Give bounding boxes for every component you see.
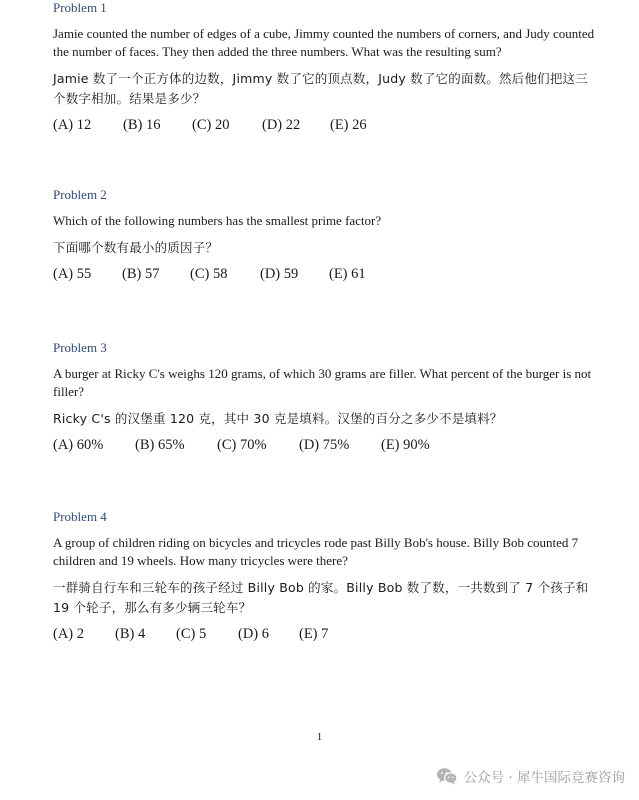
choice-c: (C) 58 [190, 266, 228, 282]
choice-d: (D) 22 [262, 117, 301, 133]
answer-choices [53, 624, 598, 644]
choice-d: (D) 75% [299, 437, 350, 453]
choice-c: (C) 20 [192, 117, 230, 133]
choice-e: (E) 61 [329, 266, 366, 282]
problem-title: Problem 4 [53, 509, 107, 524]
choice-b: (B) 57 [122, 266, 160, 282]
choice-b: (B) 65% [135, 437, 185, 453]
problem-text-en: Which of the following numbers has the smallest prime factor? [53, 213, 382, 228]
problem-text-en: A group of children riding on bicycles and tricycles rode past Billy Bob's house. Billy Bob counted 7 children and 19 wheels. How many tricycles were there? [53, 535, 579, 568]
problem-text-zh: 下面哪个数有最小的质因子？ [53, 240, 219, 255]
problem-title: Problem 3 [53, 340, 107, 355]
answer-choices [53, 435, 598, 455]
choice-a: (A) 55 [53, 266, 92, 282]
problem-3 [53, 340, 598, 455]
answer-choices [53, 264, 598, 284]
choice-c: (C) 5 [176, 626, 207, 642]
problem-text-en: Jamie counted the number of edges of a cube, Jimmy counted the numbers of corners, and Judy counted the number of faces. They then added the three numbers. What was the resulting sum? [53, 26, 595, 59]
problem-text-en: A burger at Ricky C's weighs 120 grams, of which 30 grams are filler. What percent of the burger is not filler? [53, 366, 592, 399]
watermark [436, 766, 625, 786]
problem-2 [53, 187, 598, 284]
page-number: 1 [316, 731, 323, 743]
choice-c: (C) 70% [217, 437, 267, 453]
problem-4 [53, 509, 598, 644]
choice-e: (E) 26 [330, 117, 367, 133]
choice-a: (A) 12 [53, 117, 92, 133]
choice-d: (D) 6 [238, 626, 270, 642]
choice-e: (E) 7 [299, 626, 329, 642]
choice-a: (A) 60% [53, 437, 104, 453]
problem-1 [53, 0, 598, 135]
problem-text-zh: Ricky C's 的汉堡重 120 克，其中 30 克是填料。汉堡的百分之多少不是填料？ [53, 411, 503, 426]
choice-a: (A) 2 [53, 626, 85, 642]
problem-text-zh: 一群骑自行车和三轮车的孩子经过 Billy Bob 的家。Billy Bob 数了数，一共数到了 7 个孩子和 19 个轮子，那么有多少辆三轮车？ [53, 580, 589, 615]
problem-text-zh: Jamie 数了一个正方体的边数，Jimmy 数了它的顶点数，Judy 数了它的面数。然后他们把这三个数字相加。结果是多少？ [53, 71, 588, 106]
wechat-icon [436, 767, 458, 785]
problem-title: Problem 1 [53, 0, 107, 15]
watermark-text: 公众号 · 犀牛国际竞赛咨询 [463, 770, 625, 786]
answer-choices [53, 115, 598, 135]
problem-title: Problem 2 [53, 187, 107, 202]
choice-d: (D) 59 [260, 266, 299, 282]
choice-b: (B) 4 [115, 626, 146, 642]
choice-b: (B) 16 [123, 117, 161, 133]
choice-e: (E) 90% [381, 437, 430, 453]
